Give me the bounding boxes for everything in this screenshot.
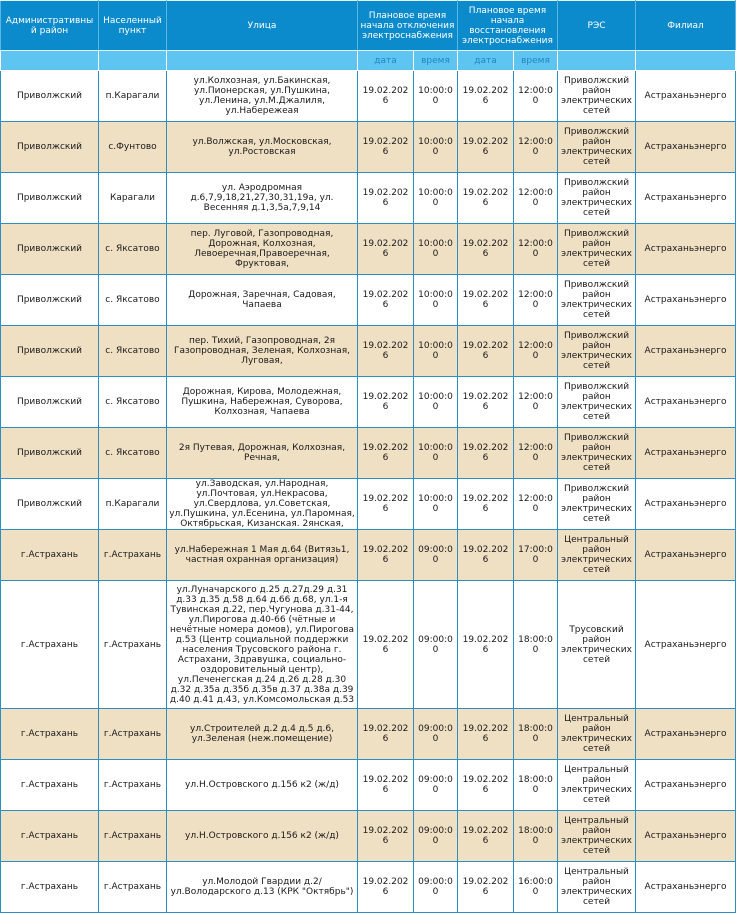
table-row <box>1 530 736 581</box>
table-row <box>1 224 736 275</box>
cell-branch: Астраханьэнерго <box>636 428 736 479</box>
cell-res: Приволжский район электрических сетей <box>558 71 636 122</box>
header-outage-start: Плановое время начала отключения электроснабжения <box>358 1 458 51</box>
table-row <box>1 377 736 428</box>
cell-locality: п.Карагали <box>99 71 167 122</box>
cell-on-date: 19.02.2026 <box>458 122 514 173</box>
subheader-on-time: время <box>514 51 558 71</box>
cell-branch: Астраханьэнерго <box>636 530 736 581</box>
cell-locality: с.Фунтово <box>99 122 167 173</box>
table-row <box>1 709 736 760</box>
cell-district: Приволжский <box>1 275 99 326</box>
cell-res: Центральный район электрических сетей <box>558 862 636 913</box>
cell-res: Приволжский район электрических сетей <box>558 275 636 326</box>
table-row <box>1 428 736 479</box>
cell-locality: с. Яксатово <box>99 326 167 377</box>
cell-branch: Астраханьэнерго <box>636 709 736 760</box>
cell-off-date: 19.02.2026 <box>358 428 414 479</box>
cell-locality: с. Яксатово <box>99 275 167 326</box>
cell-district: Приволжский <box>1 224 99 275</box>
table-row <box>1 173 736 224</box>
cell-district: г.Астрахань <box>1 760 99 811</box>
table-row <box>1 275 736 326</box>
cell-on-time: 18:00:00 <box>514 709 558 760</box>
cell-off-date: 19.02.2026 <box>358 760 414 811</box>
cell-off-date: 19.02.2026 <box>358 275 414 326</box>
cell-locality: п.Карагали <box>99 479 167 530</box>
cell-on-time: 12:00:00 <box>514 377 558 428</box>
cell-street: ул.Строителей д.2 д.4 д.5 д.6, ул.Зеленая (неж.помещение) <box>167 709 358 760</box>
cell-street: ул.Н.Островского д.156 к2 (ж/д) <box>167 760 358 811</box>
cell-locality: г.Астрахань <box>99 581 167 709</box>
cell-off-date: 19.02.2026 <box>358 862 414 913</box>
cell-district: Приволжский <box>1 479 99 530</box>
cell-on-date: 19.02.2026 <box>458 530 514 581</box>
cell-street: ул.Луначарского д.25 д.27д.29 д.31 д.33 д.35 д.58 д.64 д.66 д.68, ул.1-я Тувинская д.22, пер.Чугунова д.31-44, ул.Пирогова д.40-66 (чётные и нечётные номера домов), ул.Пирогова д.53 (Центр социальной поддержки населения Трусовского района г. Астрахани, Здравушка, социально-оздоровительный центр), ул.Печенегская д.24 д.26 д.28 д.30 д.32 д.35а д.35б д.35в д.37 д.38а д.39 д.40 д.41 д.43, ул.Комсомольская д.53 <box>167 581 358 709</box>
table-row <box>1 811 736 862</box>
subheader-blank <box>99 51 167 71</box>
cell-res: Приволжский район электрических сетей <box>558 122 636 173</box>
cell-district: Приволжский <box>1 377 99 428</box>
cell-res: Центральный район электрических сетей <box>558 811 636 862</box>
cell-locality: Карагали <box>99 173 167 224</box>
cell-res: Приволжский район электрических сетей <box>558 224 636 275</box>
header-district: Административный район <box>1 1 99 51</box>
cell-res: Приволжский район электрических сетей <box>558 428 636 479</box>
cell-branch: Астраханьэнерго <box>636 760 736 811</box>
cell-off-time: 09:00:00 <box>414 709 458 760</box>
cell-street: 2я Путевая, Дорожная, Колхозная, Речная, <box>167 428 358 479</box>
cell-res: Приволжский район электрических сетей <box>558 479 636 530</box>
cell-on-time: 12:00:00 <box>514 275 558 326</box>
cell-on-time: 12:00:00 <box>514 224 558 275</box>
header-street: Улица <box>167 1 358 51</box>
cell-on-time: 17:00:00 <box>514 530 558 581</box>
header-restore-start: Плановое время начала восстановления электроснабжения <box>458 1 558 51</box>
cell-on-date: 19.02.2026 <box>458 173 514 224</box>
subheader-blank <box>558 51 636 71</box>
cell-on-date: 19.02.2026 <box>458 479 514 530</box>
cell-locality: с. Яксатово <box>99 377 167 428</box>
header-locality: Населенный пункт <box>99 1 167 51</box>
cell-on-date: 19.02.2026 <box>458 428 514 479</box>
cell-on-time: 12:00:00 <box>514 479 558 530</box>
cell-off-time: 10:00:00 <box>414 224 458 275</box>
table-body <box>1 71 736 913</box>
cell-res: Приволжский район электрических сетей <box>558 326 636 377</box>
table-row <box>1 862 736 913</box>
cell-branch: Астраханьэнерго <box>636 326 736 377</box>
subheader-off-time: время <box>414 51 458 71</box>
cell-district: г.Астрахань <box>1 862 99 913</box>
cell-off-date: 19.02.2026 <box>358 173 414 224</box>
cell-on-time: 12:00:00 <box>514 122 558 173</box>
cell-district: г.Астрахань <box>1 811 99 862</box>
cell-off-time: 10:00:00 <box>414 275 458 326</box>
cell-locality: с. Яксатово <box>99 224 167 275</box>
cell-off-date: 19.02.2026 <box>358 224 414 275</box>
cell-off-time: 09:00:00 <box>414 811 458 862</box>
cell-off-date: 19.02.2026 <box>358 122 414 173</box>
cell-off-time: 10:00:00 <box>414 428 458 479</box>
cell-locality: г.Астрахань <box>99 811 167 862</box>
cell-district: Приволжский <box>1 326 99 377</box>
cell-street: ул.Колхозная, ул.Бакинская, ул.Пионерская, ул.Пушкина, ул.Ленина, ул.М.Джалиля, ул.Набережеая <box>167 71 358 122</box>
cell-on-date: 19.02.2026 <box>458 71 514 122</box>
cell-district: Приволжский <box>1 173 99 224</box>
cell-off-time: 10:00:00 <box>414 326 458 377</box>
cell-district: Приволжский <box>1 428 99 479</box>
cell-res: Приволжский район электрических сетей <box>558 173 636 224</box>
cell-branch: Астраханьэнерго <box>636 811 736 862</box>
cell-district: Приволжский <box>1 122 99 173</box>
cell-off-date: 19.02.2026 <box>358 709 414 760</box>
cell-street: Дорожная, Заречная, Садовая, Чапаева <box>167 275 358 326</box>
cell-off-time: 10:00:00 <box>414 173 458 224</box>
cell-off-date: 19.02.2026 <box>358 71 414 122</box>
cell-district: г.Астрахань <box>1 709 99 760</box>
cell-branch: Астраханьэнерго <box>636 71 736 122</box>
cell-locality: г.Астрахань <box>99 760 167 811</box>
cell-on-date: 19.02.2026 <box>458 709 514 760</box>
cell-branch: Астраханьэнерго <box>636 377 736 428</box>
cell-street: ул. Аэродромная д.6,7,9,18,21,27,30,31,19а, ул. Весенняя д.1,3,5а,7,9,14 <box>167 173 358 224</box>
cell-branch: Астраханьэнерго <box>636 275 736 326</box>
header-branch: Филиал <box>636 1 736 51</box>
cell-branch: Астраханьэнерго <box>636 122 736 173</box>
cell-on-date: 19.02.2026 <box>458 377 514 428</box>
cell-off-time: 10:00:00 <box>414 71 458 122</box>
cell-on-time: 18:00:00 <box>514 581 558 709</box>
cell-branch: Астраханьэнерго <box>636 173 736 224</box>
cell-on-date: 19.02.2026 <box>458 862 514 913</box>
header-row <box>1 1 736 51</box>
header-res: РЭС <box>558 1 636 51</box>
cell-street: Дорожная, Кирова, Молодежная, Пушкина, Набережная, Суворова, Колхозная, Чапаева <box>167 377 358 428</box>
cell-res: Приволжский район электрических сетей <box>558 377 636 428</box>
cell-branch: Астраханьэнерго <box>636 862 736 913</box>
cell-branch: Астраханьэнерго <box>636 581 736 709</box>
cell-off-date: 19.02.2026 <box>358 377 414 428</box>
cell-off-date: 19.02.2026 <box>358 581 414 709</box>
table-row <box>1 71 736 122</box>
cell-district: Приволжский <box>1 71 99 122</box>
cell-on-date: 19.02.2026 <box>458 224 514 275</box>
cell-on-time: 12:00:00 <box>514 173 558 224</box>
cell-off-date: 19.02.2026 <box>358 811 414 862</box>
subheader-on-date: дата <box>458 51 514 71</box>
cell-on-time: 18:00:00 <box>514 811 558 862</box>
cell-district: г.Астрахань <box>1 581 99 709</box>
cell-res: Центральный район электрических сетей <box>558 530 636 581</box>
table-row <box>1 479 736 530</box>
cell-off-time: 09:00:00 <box>414 862 458 913</box>
cell-street: ул.Заводская, ул.Народная, ул.Почтовая, ул.Некрасова, ул.Свердлова, ул.Советская, ул.Пушкина, ул.Есенина, ул.Паромная, Октябрьская, Кизанская. 2янская, <box>167 479 358 530</box>
cell-res: Центральный район электрических сетей <box>558 760 636 811</box>
cell-off-time: 10:00:00 <box>414 377 458 428</box>
cell-street: ул.Н.Островского д.156 к2 (ж/д) <box>167 811 358 862</box>
cell-on-date: 19.02.2026 <box>458 581 514 709</box>
subheader-blank <box>167 51 358 71</box>
cell-on-time: 12:00:00 <box>514 428 558 479</box>
cell-street: ул.Набережная 1 Мая д.64 (Витязь1, частная охранная организация) <box>167 530 358 581</box>
cell-district: г.Астрахань <box>1 530 99 581</box>
cell-street: ул.Волжская, ул.Московская, ул.Ростовская <box>167 122 358 173</box>
cell-locality: г.Астрахань <box>99 862 167 913</box>
cell-off-time: 10:00:00 <box>414 122 458 173</box>
subheader-blank <box>1 51 99 71</box>
cell-branch: Астраханьэнерго <box>636 224 736 275</box>
cell-off-time: 09:00:00 <box>414 760 458 811</box>
cell-res: Трусовский район электрических сетей <box>558 581 636 709</box>
subheader-blank <box>636 51 736 71</box>
table-row <box>1 760 736 811</box>
cell-on-date: 19.02.2026 <box>458 326 514 377</box>
cell-locality: г.Астрахань <box>99 530 167 581</box>
cell-off-date: 19.02.2026 <box>358 530 414 581</box>
cell-street: пер. Тихий, Газопроводная, 2я Газопроводная, Зеленая, Колхозная, Луговая, <box>167 326 358 377</box>
cell-res: Центральный район электрических сетей <box>558 709 636 760</box>
cell-street: пер. Луговой, Газопроводная, Дорожная, Колхозная, Левоеречная,Правоеречная, Фруктовая, <box>167 224 358 275</box>
cell-on-date: 19.02.2026 <box>458 811 514 862</box>
cell-off-time: 09:00:00 <box>414 530 458 581</box>
table-row <box>1 122 736 173</box>
cell-on-time: 18:00:00 <box>514 760 558 811</box>
table-header <box>1 1 736 71</box>
cell-street: ул.Молодой Гвардии д.2/ ул.Володарского д.13 (КРК "Октябрь") <box>167 862 358 913</box>
cell-off-time: 10:00:00 <box>414 479 458 530</box>
table-row <box>1 581 736 709</box>
cell-locality: с. Яксатово <box>99 428 167 479</box>
cell-on-date: 19.02.2026 <box>458 760 514 811</box>
cell-off-date: 19.02.2026 <box>358 479 414 530</box>
cell-off-time: 09:00:00 <box>414 581 458 709</box>
cell-branch: Астраханьэнерго <box>636 479 736 530</box>
cell-on-date: 19.02.2026 <box>458 275 514 326</box>
cell-off-date: 19.02.2026 <box>358 326 414 377</box>
cell-on-time: 12:00:00 <box>514 71 558 122</box>
subheader-off-date: дата <box>358 51 414 71</box>
cell-on-time: 12:00:00 <box>514 326 558 377</box>
cell-locality: г.Астрахань <box>99 709 167 760</box>
cell-on-time: 16:00:00 <box>514 862 558 913</box>
subheader-row <box>1 51 736 71</box>
table-row <box>1 326 736 377</box>
